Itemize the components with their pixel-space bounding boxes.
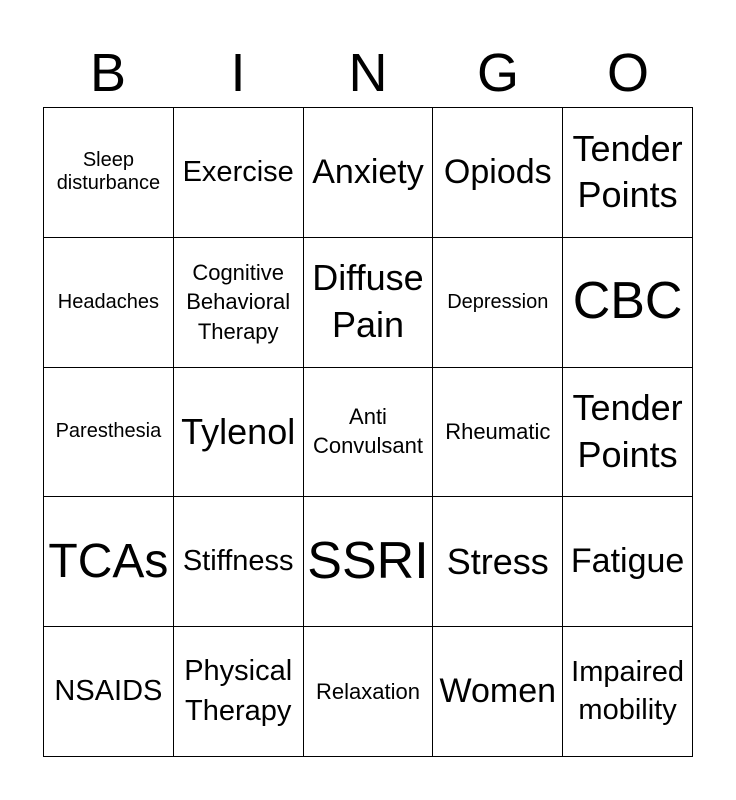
- cell-label: Headaches: [57, 290, 159, 313]
- bingo-header: [43, 40, 693, 106]
- bingo-cell-r3c2[interactable]: [174, 368, 304, 498]
- cell-label: TCAs: [48, 535, 169, 589]
- cell-label: Tender Points: [572, 127, 683, 216]
- cell-label: Diffuse Pain: [312, 257, 424, 346]
- bingo-cell-r3c1[interactable]: [44, 368, 174, 498]
- cell-label: Stress: [446, 541, 549, 583]
- bingo-cell-r5c3[interactable]: [304, 627, 434, 757]
- cell-label: Stiffness: [182, 545, 294, 578]
- header-letter-i: I: [230, 43, 246, 103]
- header-letter-b: B: [89, 43, 127, 103]
- bingo-cell-r2c3[interactable]: [304, 238, 434, 368]
- bingo-cell-r4c4[interactable]: [433, 497, 563, 627]
- cell-label: Anti Convulsant: [312, 404, 424, 458]
- cell-label: Opiods: [443, 152, 552, 191]
- bingo-cell-r5c2[interactable]: [174, 627, 304, 757]
- bingo-card-grid: [43, 107, 693, 757]
- cell-label: Anxiety: [312, 152, 424, 191]
- cell-label: CBC: [572, 272, 683, 331]
- cell-label: Relaxation: [316, 678, 420, 704]
- cell-label: Physical Therapy: [184, 655, 293, 727]
- cell-label: Tylenol: [181, 411, 296, 453]
- bingo-cell-r1c2[interactable]: [174, 108, 304, 238]
- cell-label: Cognitive Behavioral Therapy: [186, 259, 291, 345]
- bingo-cell-r5c1[interactable]: [44, 627, 174, 757]
- cell-label: NSAIDS: [54, 674, 163, 707]
- bingo-cell-r3c4[interactable]: [433, 368, 563, 498]
- bingo-cell-r5c4[interactable]: [433, 627, 563, 757]
- cell-label: Paresthesia: [55, 420, 162, 443]
- bingo-cell-r1c4[interactable]: [433, 108, 563, 238]
- bingo-cell-r1c5[interactable]: [563, 108, 693, 238]
- cell-label: SSRI: [307, 531, 429, 590]
- header-letter-o: O: [606, 43, 649, 103]
- bingo-cell-r2c5[interactable]: [563, 238, 693, 368]
- cell-label: Impaired mobility: [571, 655, 684, 726]
- bingo-cell-r2c1[interactable]: [44, 238, 174, 368]
- bingo-cell-r4c5[interactable]: [563, 497, 693, 627]
- bingo-cell-r2c2[interactable]: [174, 238, 304, 368]
- cell-label: Exercise: [182, 155, 294, 188]
- header-letter-g: G: [476, 43, 519, 103]
- cell-label: Tender Points: [572, 387, 683, 475]
- cell-label: Women: [439, 671, 557, 710]
- bingo-cell-r4c2[interactable]: [174, 497, 304, 627]
- bingo-cell-r5c5[interactable]: [563, 627, 693, 757]
- bingo-cell-r3c3[interactable]: [304, 368, 434, 498]
- bingo-cell-r1c3[interactable]: [304, 108, 434, 238]
- bingo-cell-r4c1[interactable]: [44, 497, 174, 627]
- cell-label: Depression: [447, 290, 549, 313]
- bingo-cell-r4c3[interactable]: [304, 497, 434, 627]
- cell-label: Fatigue: [570, 541, 685, 580]
- bingo-cell-r2c4[interactable]: [433, 238, 563, 368]
- header-letter-n: N: [348, 43, 388, 103]
- cell-label: Rheumatic: [445, 419, 551, 445]
- cell-label: Sleep disturbance: [56, 149, 161, 195]
- bingo-cell-r3c5[interactable]: [563, 368, 693, 498]
- bingo-cell-r1c1[interactable]: [44, 108, 174, 238]
